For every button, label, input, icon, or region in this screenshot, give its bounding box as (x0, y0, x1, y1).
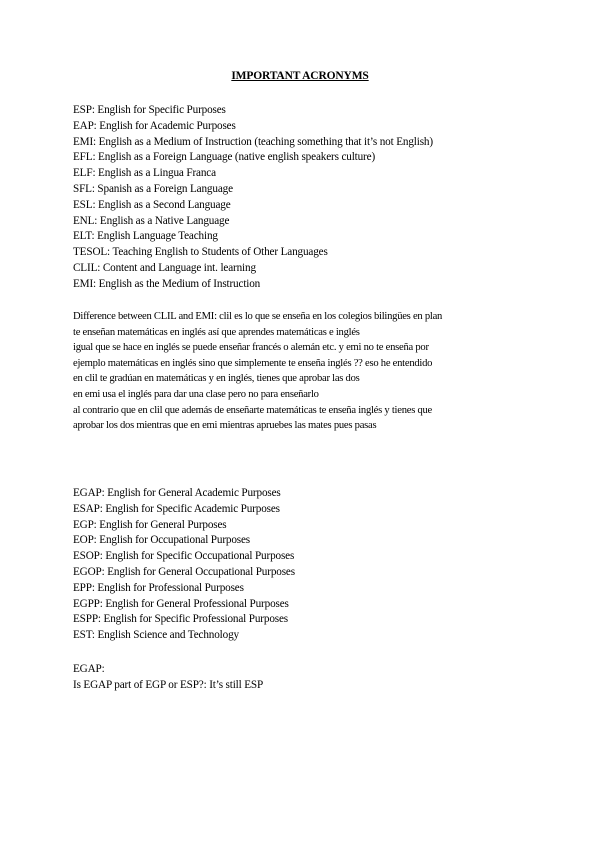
acronym-line: EAP: English for Academic Purposes (73, 119, 236, 132)
acronym-line: EMI: English as a Medium of Instruction (teaching something that it’s not English) (73, 135, 433, 148)
acronym-list-secondary (73, 486, 543, 644)
acronym-line: EGP: English for General Purposes (73, 518, 227, 531)
acronym-line: ESAP: English for Specific Academic Purposes (73, 502, 280, 515)
acronym-line: SFL: Spanish as a Foreign Language (73, 182, 233, 195)
acronym-line: ESOP: English for Specific Occupational Purposes (73, 550, 295, 563)
acronym-line: EGOP: English for General Occupational Purposes (73, 565, 295, 578)
acronym-line: EOP: English for Occupational Purposes (73, 534, 251, 547)
acronym-line: CLIL: Content and Language int. learning (73, 261, 256, 274)
acronym-line: EMI: English as the Medium of Instruction (73, 277, 261, 290)
paragraph-line: en emi usa el inglés para dar una clase pero no para enseñarlo (73, 388, 319, 400)
paragraph-line: aprobar los dos mientras que en emi mientras apruebes las mates pues pasas (73, 420, 377, 432)
egap-heading: EGAP: (73, 663, 105, 675)
paragraph-line: igual que se hace en inglés se puede enseñar francés o alemán etc. y emi no te enseña por (73, 342, 429, 354)
acronym-line: ESP: English for Specific Purposes (73, 104, 226, 116)
acronym-line: ELT: English Language Teaching (73, 230, 218, 243)
paragraph-line: en clil te gradúan en matemáticas y en inglés, tienes que aprobar las dos (73, 373, 360, 385)
acronym-line: TESOL: Teaching English to Students of Other Languages (73, 246, 328, 259)
difference-paragraph (73, 309, 543, 434)
acronym-line: EST: English Science and Technology (73, 629, 239, 642)
egap-section (73, 662, 543, 694)
acronym-line: ENL: English as a Native Language (73, 214, 230, 227)
paragraph-line: Difference between CLIL and EMI: clil es lo que se enseña en los colegios bilingües en plan (73, 311, 443, 322)
acronym-line: ELF: English as a Lingua Franca (73, 167, 216, 180)
paragraph-line: al contrario que en clil que además de enseñarte matemáticas te enseña inglés y tienes que (73, 404, 433, 416)
acronym-line: EGPP: English for General Professional Purposes (73, 597, 289, 610)
acronym-line: EPP: English for Professional Purposes (73, 581, 244, 594)
paragraph-line: ejemplo matemáticas en inglés sino que simplemente te enseña inglés ?? eso he entendido (73, 357, 433, 369)
acronym-line: EFL: English as a Foreign Language (native english speakers culture) (73, 151, 376, 164)
acronym-line: EGAP: English for General Academic Purposes (73, 487, 281, 499)
egap-question: Is EGAP part of EGP or ESP?: It’s still ESP (73, 678, 264, 691)
acronym-line: ESL: English as a Second Language (73, 198, 231, 211)
paragraph-line: te enseñan matemáticas en inglés así que aprendes matemáticas e inglés (73, 326, 360, 338)
page-title: IMPORTANT ACRONYMS (231, 70, 369, 82)
acronym-list-primary (73, 103, 543, 293)
acronym-line: ESPP: English for Specific Professional Purposes (73, 613, 288, 626)
